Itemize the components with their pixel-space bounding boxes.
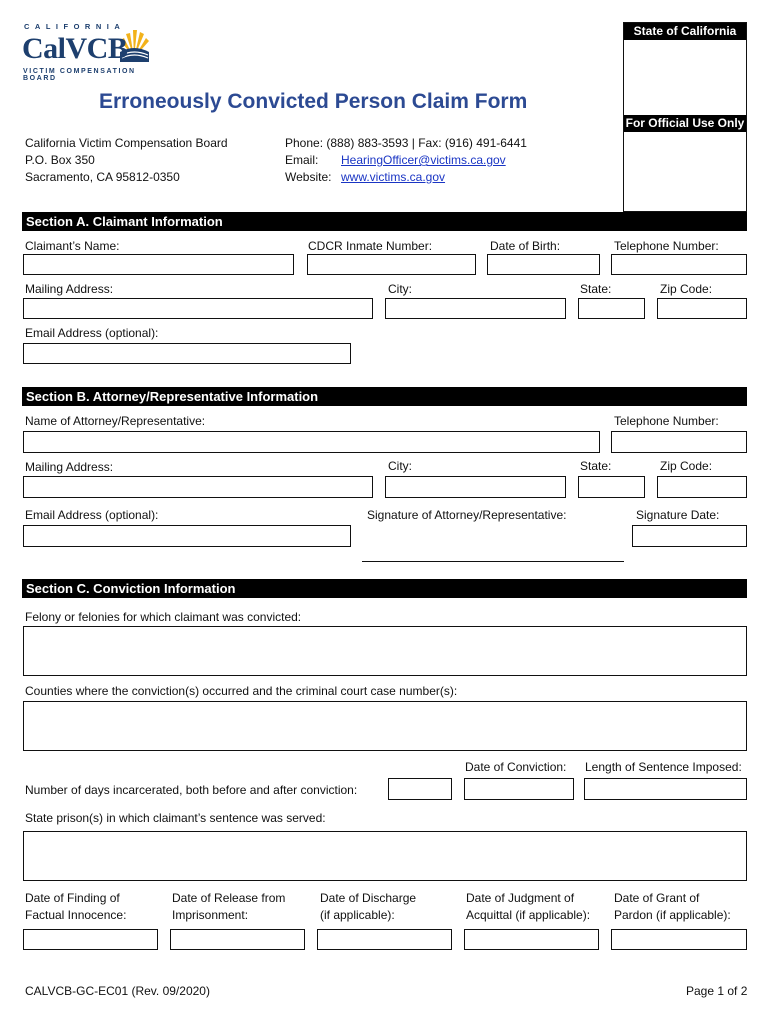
counties-field[interactable]: [23, 701, 747, 751]
city-label: City:: [388, 282, 412, 296]
state-field[interactable]: [578, 298, 645, 319]
email-address-label: Email Address (optional):: [25, 326, 159, 340]
attorney-city-field[interactable]: [385, 476, 566, 498]
website-link[interactable]: www.victims.ca.gov: [341, 170, 446, 184]
pardon-date-label-1: Date of Grant of: [614, 891, 700, 905]
section-c-header: Section C. Conviction Information: [22, 579, 747, 598]
city-field[interactable]: [385, 298, 566, 319]
attorney-telephone-field[interactable]: [611, 431, 747, 453]
judgment-date-label-2: Acquittal (if applicable):: [466, 908, 591, 922]
finding-date-label-2: Factual Innocence:: [25, 908, 127, 922]
attorney-state-field[interactable]: [578, 476, 645, 498]
address-line-2: P.O. Box 350: [25, 153, 95, 167]
signature-date-field[interactable]: [632, 525, 747, 547]
cdcr-number-field[interactable]: [307, 254, 476, 275]
claimant-name-field[interactable]: [23, 254, 294, 275]
finding-date-label-1: Date of Finding of: [25, 891, 120, 905]
calvcb-logo: [22, 22, 152, 82]
attorney-zip-label: Zip Code:: [660, 459, 713, 473]
website-label: Website:: [285, 170, 332, 184]
attorney-email-label: Email Address (optional):: [25, 508, 159, 522]
state-label: State:: [580, 282, 612, 296]
email-label: Email:: [285, 153, 319, 167]
days-incarcerated-label: Number of days incarcerated, both before and after conviction:: [25, 783, 358, 797]
logo-arc-text: CALIFORNIA: [24, 22, 126, 31]
date-conviction-label: Date of Conviction:: [465, 760, 567, 774]
form-title: Erroneously Convicted Person Claim Form: [99, 90, 528, 113]
section-a-header: Section A. Claimant Information: [22, 212, 747, 231]
email-address-field[interactable]: [23, 343, 351, 364]
attorney-state-label: State:: [580, 459, 612, 473]
logo-sub-text: VICTIM COMPENSATION BOARD: [23, 68, 136, 82]
mailing-address-field[interactable]: [23, 298, 373, 319]
dob-label: Date of Birth:: [490, 239, 561, 253]
length-sentence-label: Length of Sentence Imposed:: [585, 760, 742, 774]
attorney-city-label: City:: [388, 459, 412, 473]
attorney-name-label: Name of Attorney/Representative:: [25, 414, 206, 428]
attorney-name-field[interactable]: [23, 431, 600, 453]
state-prisons-label: State prison(s) in which claimant’s sentence was served:: [25, 811, 326, 825]
state-of-california-label: State of California: [624, 23, 746, 40]
form-id: CALVCB-GC-EC01 (Rev. 09/2020): [25, 984, 210, 998]
length-sentence-field[interactable]: [584, 778, 747, 800]
state-prisons-field[interactable]: [23, 831, 747, 881]
felonies-field[interactable]: [23, 626, 747, 676]
telephone-label: Telephone Number:: [614, 239, 719, 253]
signature-line[interactable]: [362, 561, 624, 562]
address-line-1: California Victim Compensation Board: [25, 136, 228, 150]
signature-date-label: Signature Date:: [636, 508, 720, 522]
attorney-zip-field[interactable]: [657, 476, 747, 498]
page-number: Page 1 of 2: [686, 984, 748, 998]
pardon-date-label-2: Pardon (if applicable):: [614, 908, 731, 922]
date-conviction-field[interactable]: [464, 778, 574, 800]
mailing-address-label: Mailing Address:: [25, 282, 114, 296]
days-incarcerated-field[interactable]: [388, 778, 452, 800]
claimant-name-label: Claimant’s Name:: [25, 239, 120, 253]
signature-label: Signature of Attorney/Representative:: [367, 508, 567, 522]
email-link[interactable]: HearingOfficer@victims.ca.gov: [341, 153, 506, 167]
judgment-date-field[interactable]: [464, 929, 599, 950]
judgment-date-label-1: Date of Judgment of: [466, 891, 575, 905]
discharge-date-field[interactable]: [317, 929, 452, 950]
zip-label: Zip Code:: [660, 282, 713, 296]
dob-field[interactable]: [487, 254, 600, 275]
attorney-mailing-address-field[interactable]: [23, 476, 373, 498]
release-date-field[interactable]: [170, 929, 305, 950]
attorney-mailing-address-label: Mailing Address:: [25, 460, 114, 474]
official-use-label: For Official Use Only: [625, 116, 745, 130]
address-line-3: Sacramento, CA 95812-0350: [25, 170, 180, 184]
discharge-date-label-2: (if applicable):: [320, 908, 395, 922]
discharge-date-label-1: Date of Discharge: [320, 891, 417, 905]
pardon-date-field[interactable]: [611, 929, 747, 950]
release-date-label-2: Imprisonment:: [172, 908, 249, 922]
zip-field[interactable]: [657, 298, 747, 319]
finding-date-field[interactable]: [23, 929, 158, 950]
logo-main-text: CalVCB: [22, 32, 128, 65]
attorney-telephone-label: Telephone Number:: [614, 414, 719, 428]
attorney-email-field[interactable]: [23, 525, 351, 547]
telephone-field[interactable]: [611, 254, 747, 275]
phone-fax: Phone: (888) 883-3593 | Fax: (916) 491-6441: [285, 136, 527, 150]
counties-label: Counties where the conviction(s) occurred and the criminal court case number(s):: [25, 684, 458, 698]
release-date-label-1: Date of Release from: [172, 891, 286, 905]
official-use-box: [623, 22, 747, 212]
cdcr-number-label: CDCR Inmate Number:: [308, 239, 433, 253]
section-b-header: Section B. Attorney/Representative Information: [22, 387, 747, 406]
felonies-label: Felony or felonies for which claimant was convicted:: [25, 610, 302, 624]
